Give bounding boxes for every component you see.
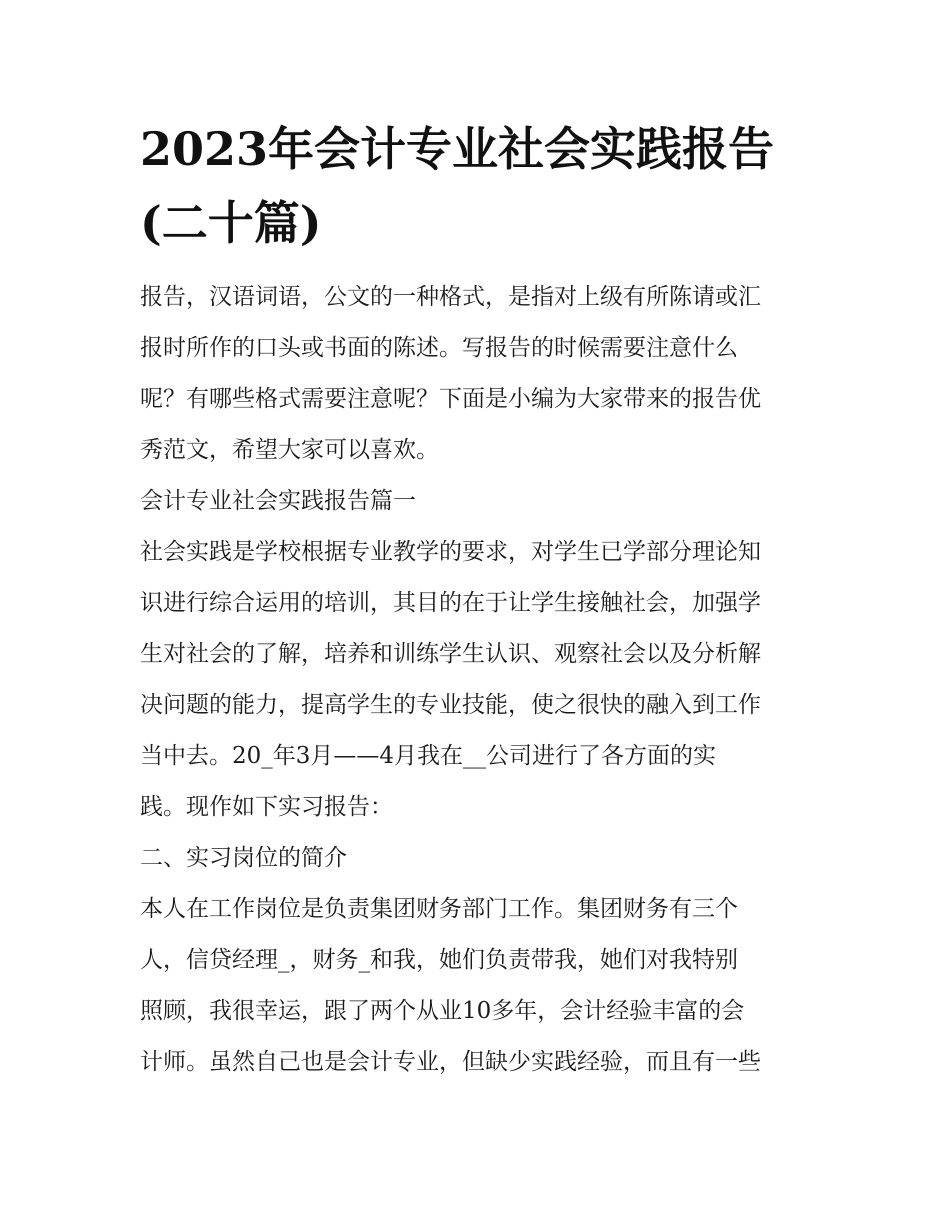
document-page xyxy=(140,112,812,1088)
paragraph-line-9: 照顾，我很幸运，跟了两个从业10多年，会计经验丰富的会 xyxy=(140,998,745,1024)
title-line-1: 2023年会计专业社会实践报告 xyxy=(140,122,775,176)
paragraph-line-4: 决问题的能力，提高学生的专业技能，使之很快的融入到工作 xyxy=(140,692,761,718)
paragraph-line-3: 生对社会的了解，培养和训练学生认识、观察社会以及分析解 xyxy=(140,641,761,667)
paragraph-line-2: 识进行综合运用的培训，其目的在于让学生接触社会，加强学 xyxy=(140,590,761,616)
paragraph-line-7: 本人在工作岗位是负责集团财务部门工作。集团财务有三个 xyxy=(140,896,738,922)
intro-line-4: 秀范文，希望大家可以喜欢。 xyxy=(140,437,439,463)
section-heading-job-intro: 二、实习岗位的简介 xyxy=(140,845,347,871)
intro-line-2: 报时所作的口头或书面的陈述。写报告的时候需要注意什么 xyxy=(140,335,738,361)
intro-line-3: 呢？有哪些格式需要注意呢？下面是小编为大家带来的报告优 xyxy=(140,386,761,412)
intro-line-1: 报告，汉语词语，公文的一种格式，是指对上级有所陈请或汇 xyxy=(140,284,761,310)
paragraph-line-1: 社会实践是学校根据专业教学的要求，对学生已学部分理论知 xyxy=(140,539,761,565)
paragraph-line-5: 当中去。20_年3月——4月我在__公司进行了各方面的实 xyxy=(140,743,717,769)
document-body xyxy=(140,272,812,1088)
document-title xyxy=(140,112,812,260)
paragraph-line-10: 计师。虽然自己也是会计专业，但缺少实践经验，而且有一些 xyxy=(140,1049,761,1075)
paragraph-line-6: 践。现作如下实习报告： xyxy=(140,794,393,820)
paragraph-line-8: 人，信贷经理_，财务_和我，她们负责带我，她们对我特别 xyxy=(140,947,738,973)
section-heading-part-one: 会计专业社会实践报告篇一 xyxy=(140,488,416,514)
title-line-2: (二十篇) xyxy=(140,196,322,250)
